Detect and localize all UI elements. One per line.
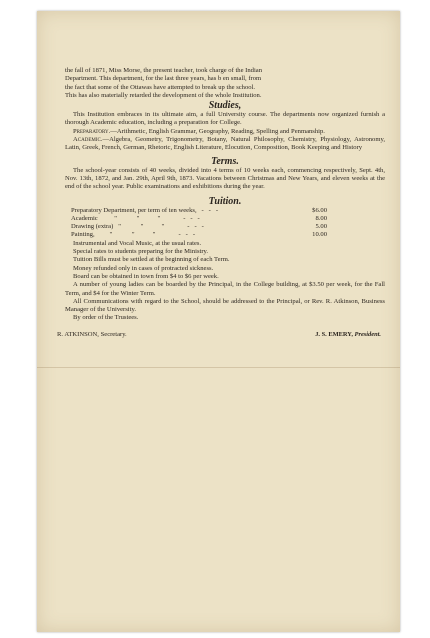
tuition-row-price: 8.00 [315, 214, 327, 222]
intro-line: Department. This department, for the last three years, has b en small, from [65, 75, 262, 83]
paper-fold-crease [37, 367, 400, 368]
terms-paragraph: The school-year consists of 40 weeks, divided into 4 terms of 10 weeks each, commencing respectively, Sept. 4th, Nov. 13th, 1872, and Jan. 29th, April 9th, 1873. Vacations between Christmas and New Years, and eleven weeks at the end of the school year. Public examinations and exhibitions during the year. [65, 166, 385, 191]
tuition-note: Money refunded only in cases of protracted sickness. [73, 264, 214, 272]
intro-paragraph [65, 67, 385, 100]
preparatory-label: Preparatory. [73, 127, 111, 135]
board-paragraph: A number of young ladies can be boarded by the Principal, in the College building, at $3.50 per week, for the Fall Term, and $4 for the Winter Term. [65, 281, 385, 297]
tuition-heading: Tuition. [208, 195, 242, 207]
preparatory-text: —Arithmetic, English Grammar, Geography, Reading, Spelling and Penmanship. [110, 127, 325, 135]
tuition-row [71, 207, 327, 215]
trustees-line: By order of the Trustees. [73, 314, 139, 322]
intro-line: the fall of 1871, Miss Morse, the present teacher, took charge of the Indian [65, 67, 263, 74]
tuition-row [71, 215, 327, 223]
document-body [57, 67, 385, 339]
tuition-row-label: Drawing (extra) " " " - - - [71, 223, 204, 231]
terms-heading: Terms. [211, 155, 239, 167]
intro-line: the fact that some of the Ottawas have attempted to break up the school. [65, 83, 256, 91]
academic-paragraph [65, 136, 385, 153]
tuition-row-label: Painting, " " " - - - [71, 231, 196, 239]
intro-line: This has also materially retarded the development of the whole Institution. [65, 91, 262, 99]
tuition-row-price: 10.00 [312, 231, 327, 239]
president-title: President. [354, 330, 381, 338]
tuition-row [71, 231, 327, 239]
preparatory-paragraph [65, 128, 385, 136]
signature-row [57, 330, 385, 339]
tuition-row-label: Academic " " " - - - [71, 214, 200, 222]
secretary-signature: R. ATKINSON, Secretary. [57, 330, 127, 338]
studies-heading: Studies, [208, 100, 242, 112]
studies-paragraph: This Institution embraces in its ultimate aim, a full University course. The departments now organized furnish a thorough Academic education, including a preparation for College. [65, 111, 385, 127]
tuition-row-price: 5.00 [315, 223, 327, 231]
tuition-note: Special rates to students preparing for the Ministry. [73, 248, 209, 256]
academic-label: Academic. [73, 136, 103, 144]
academic-text: —Algebra, Geometry, Trigonometry, Botany, Natural Philosophy, Chemistry, Physiology, Astronomy, Latin, Greek, French, German, Rhetoric, English Literature, Elocution, Composition, Book Keeping and History [65, 136, 385, 152]
president-signature [315, 331, 381, 339]
tuition-note: Tuition Bills must be settled at the beginning of each Term. [73, 256, 230, 264]
tuition-table [71, 207, 327, 240]
tuition-row [71, 223, 327, 231]
tuition-notes [73, 240, 385, 281]
tuition-row-label: Preparatory Department, per term of ten weeks, - - - [71, 206, 219, 214]
tuition-row-price: $6.00 [312, 206, 327, 214]
president-name: J. S. EMERY, [315, 330, 353, 338]
tuition-note: Instrumental and Vocal Music, at the usual rates. [73, 239, 202, 247]
communications-paragraph: All Communications with regard to the School, should be addressed to the Principal, or Rev. R. Atkinson, Business Manager of the University. [65, 297, 385, 314]
document-page [37, 11, 400, 632]
tuition-note: Board can be obtained in town from $4 to $6 per week. [73, 272, 219, 280]
